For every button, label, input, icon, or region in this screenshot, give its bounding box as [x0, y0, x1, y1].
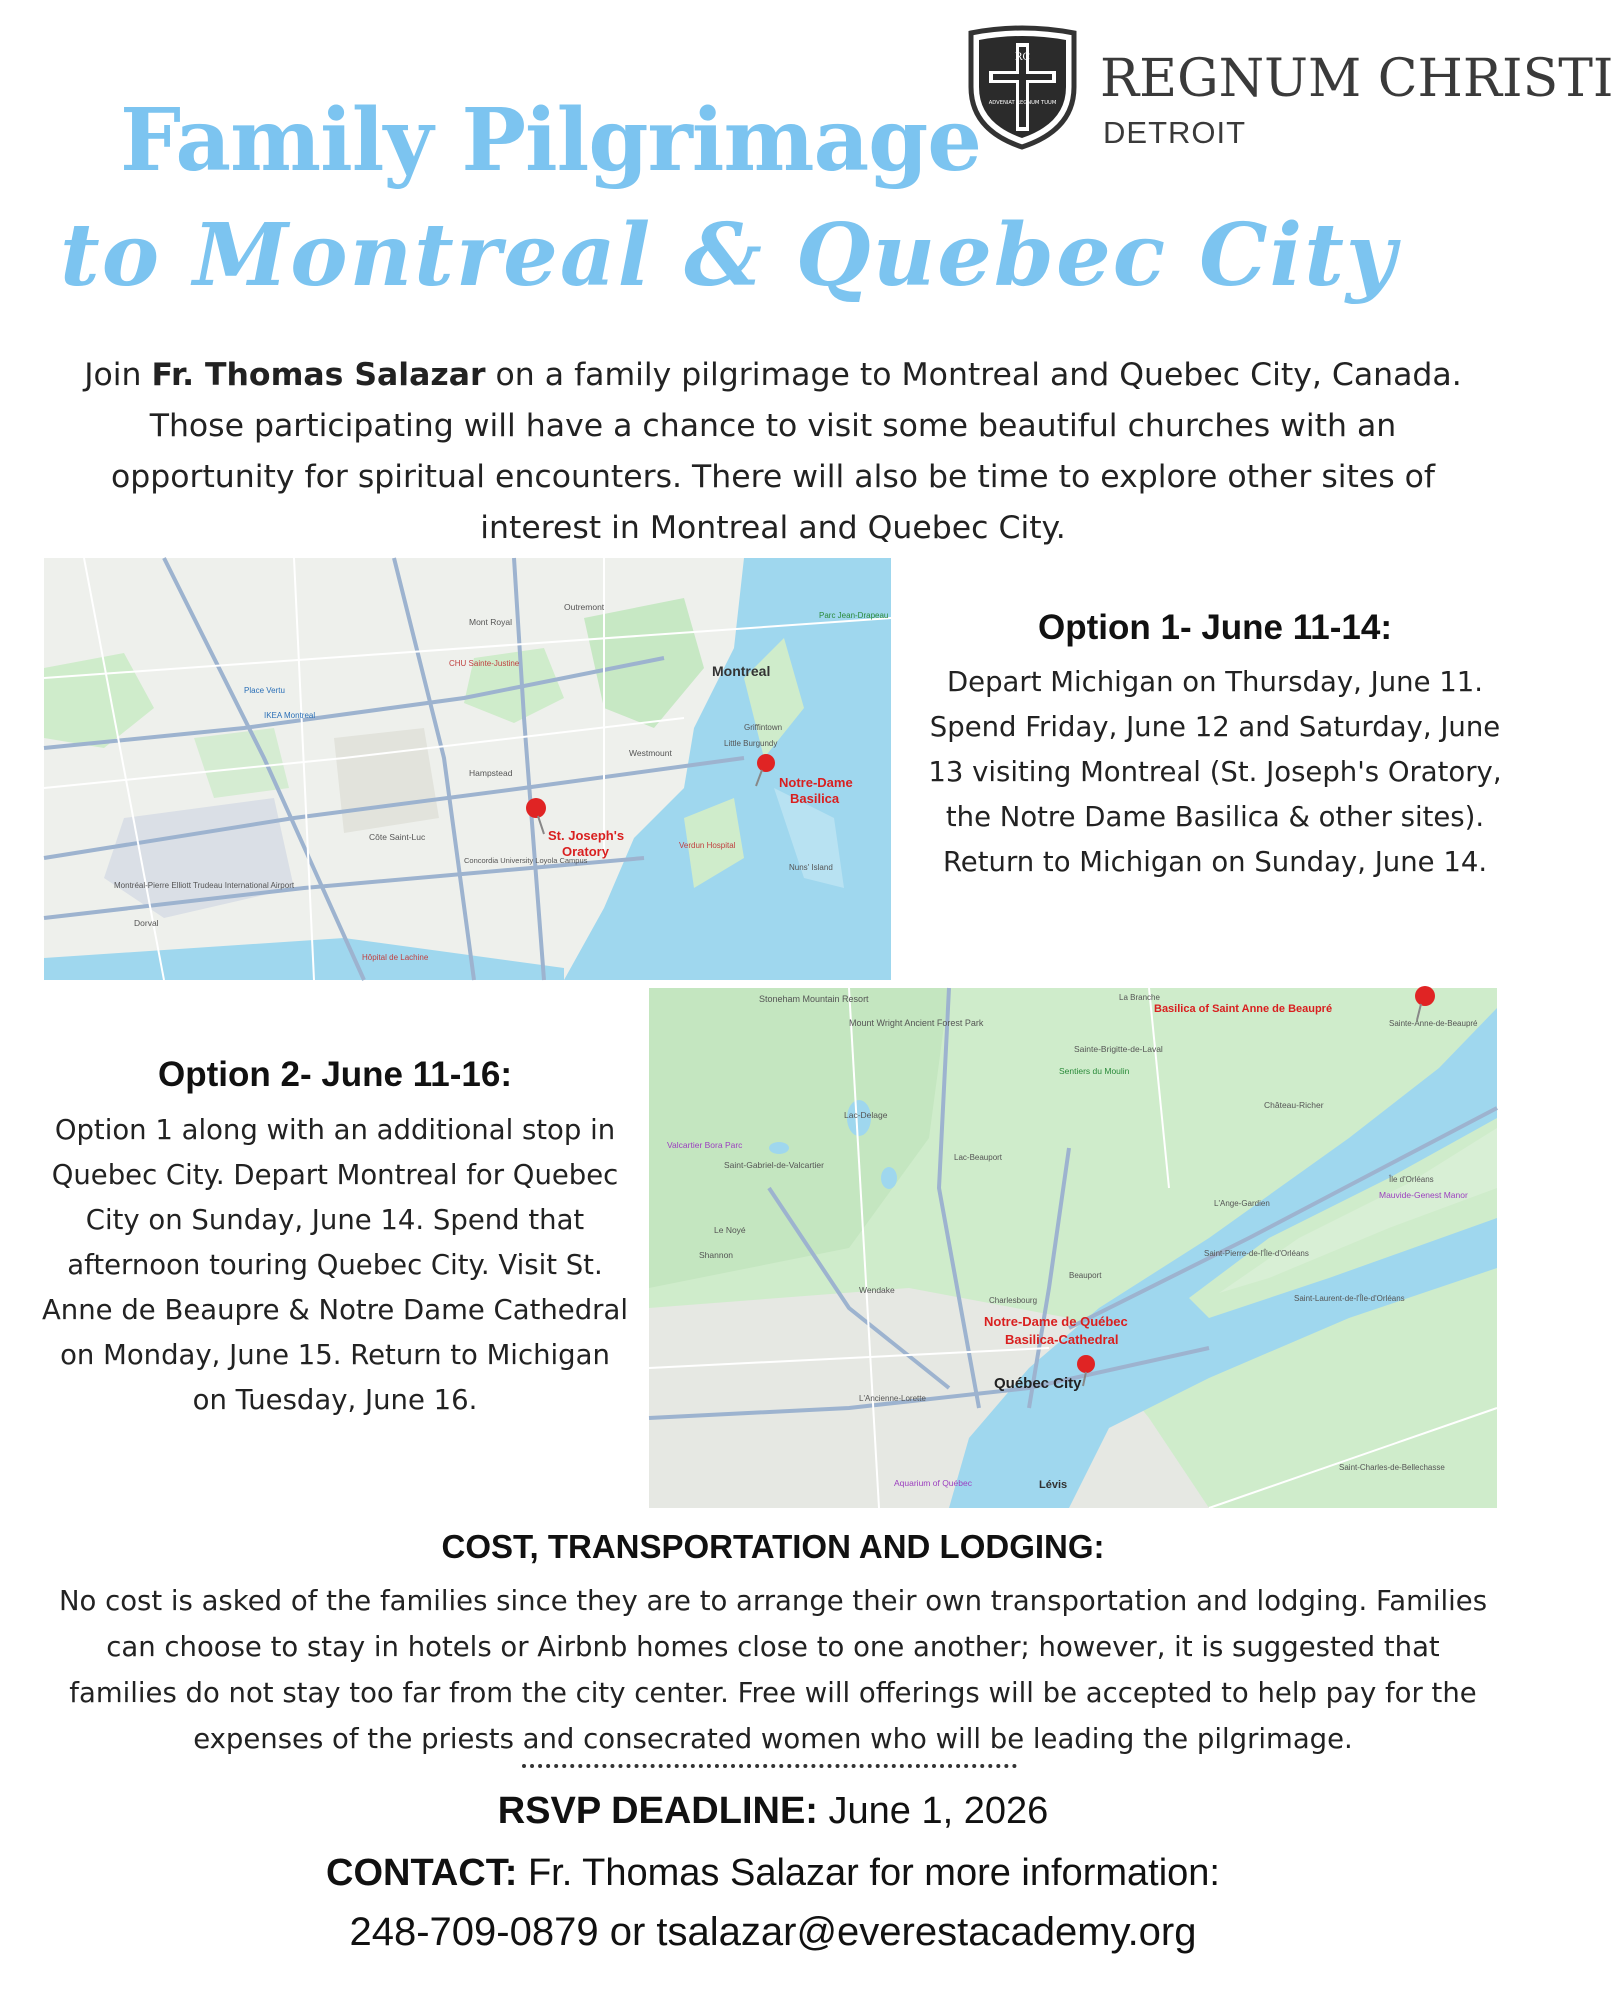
map1-place: Griffintown	[744, 723, 783, 732]
map2-place: Wendake	[859, 1285, 895, 1295]
org-location: DETROIT	[1103, 115, 1247, 150]
st-josephs-oratory-label: St. Joseph's	[548, 828, 625, 843]
map1-place: CHU Sainte-Justine	[449, 659, 520, 668]
map1-place: Verdun Hospital	[679, 841, 736, 850]
montreal-map	[44, 558, 891, 980]
contact-line	[0, 1852, 1546, 1895]
map1-place: IKEA Montreal	[264, 711, 316, 720]
notre-dame-de-quebec-label-2: Basilica-Cathedral	[1005, 1332, 1119, 1347]
map2-place: Lévis	[1039, 1479, 1068, 1491]
map2-place: Stoneham Mountain Resort	[759, 994, 869, 1004]
cost-description: No cost is asked of the families since they are to arrange their own transportation and lodging. Families can choose to stay in hotels or Airbnb homes close to one another; however, it is suggested that families do not stay too far from the city center. Free will offerings will be accepted to help pay for the expenses of the priests and consecrated women who will be leading the pilgrimage.	[58, 1585, 1488, 1755]
map1-place: Outremont	[564, 602, 605, 612]
rsvp-date: June 1, 2026	[817, 1790, 1049, 1832]
map2-place: Lac-Delage	[844, 1110, 888, 1120]
contact-details[interactable]: 248-709-0879 or tsalazar@everestacademy.org	[349, 1910, 1197, 1954]
map2-place: Sainte-Anne-de-Beaupré	[1389, 1019, 1478, 1028]
title-line-1: Family Pilgrimage	[120, 90, 982, 191]
contact-text: Fr. Thomas Salazar for more information:	[517, 1852, 1220, 1894]
title-line-2: to Montreal & Quebec City	[60, 205, 1398, 306]
intro-before: Join	[84, 357, 152, 393]
map2-place: Shannon	[699, 1250, 734, 1260]
map1-city-label: Montreal	[712, 663, 771, 679]
option-2-heading: Option 2- June 11-16:	[158, 1055, 512, 1094]
map2-place: Mount Wright Ancient Forest Park	[849, 1018, 984, 1028]
map1-place: Dorval	[134, 918, 159, 928]
map2-place: Lac-Beauport	[954, 1153, 1003, 1162]
notre-dame-basilica-label: Notre-Dame	[779, 775, 853, 790]
map1-place: Concordia University Loyola Campus	[464, 856, 588, 865]
org-name: REGNUM CHRISTI	[1100, 49, 1613, 109]
map2-place: L'Ange-Gardien	[1214, 1199, 1270, 1208]
map1-place: Hampstead	[469, 768, 513, 778]
contact-label: CONTACT:	[326, 1852, 518, 1894]
quebec-city-map	[649, 988, 1497, 1508]
intro-after: on a family pilgrimage to Montreal and Quebec City, Canada. Those participating will have a chance to visit some beautiful churches with an opportunity for spiritual encounters. There will also be time to explore other sites of interest in Montreal and Quebec City.	[110, 357, 1462, 546]
map1-place: Montréal-Pierre Elliott Trudeau International Airport	[114, 881, 295, 890]
map2-place: L'Ancienne-Lorette	[859, 1394, 926, 1403]
option-1-heading: Option 1- June 11-14:	[1038, 608, 1392, 647]
map2-place: Beauport	[1069, 1271, 1102, 1280]
map1-place: Mont Royal	[469, 617, 512, 627]
option-1-description: Depart Michigan on Thursday, June 11. Spend Friday, June 12 and Saturday, June 13 visiting Montreal (St. Joseph's Oratory, the Notre Dame Basilica & other sites). Return to Michigan on Sunday, June 14.	[928, 666, 1502, 878]
map2-place: Saint-Charles-de-Bellechasse	[1339, 1463, 1445, 1472]
map2-place: Aquarium of Québec	[894, 1478, 972, 1488]
map2-place: Saint-Gabriel-de-Valcartier	[724, 1160, 824, 1170]
intro-leader-name: Fr. Thomas Salazar	[151, 357, 486, 393]
notre-dame-de-quebec-label: Notre-Dame de Québec	[984, 1314, 1128, 1329]
crest-monogram: RC	[1014, 52, 1031, 63]
map2-place: Saint-Pierre-de-l'Île-d'Orléans	[1204, 1249, 1309, 1258]
map1-place: Côte Saint-Luc	[369, 832, 426, 842]
map2-place: Sainte-Brigitte-de-Laval	[1074, 1044, 1163, 1054]
crest-motto: ADVENIAT REGNUM TUUM	[988, 100, 1057, 106]
map1-place: Place Vertu	[244, 686, 285, 695]
map2-place: Charlesbourg	[989, 1296, 1038, 1305]
map2-place: Saint-Laurent-de-l'Île-d'Orléans	[1294, 1294, 1405, 1303]
map1-place: Westmount	[629, 748, 672, 758]
map1-place: Parc Jean-Drapeau	[819, 611, 889, 620]
option-2-description: Option 1 along with an additional stop in Quebec City. Depart Montreal for Quebec City on Sunday, June 14. Spend that afternoon touring Quebec City. Visit St. Anne de Beaupre & Notre Dame Cathedral on Monday, June 15. Return to Michigan on Tuesday, June 16.	[42, 1114, 628, 1416]
saint-anne-basilica-label: Basilica of Saint Anne de Beaupré	[1154, 1003, 1333, 1015]
crest-icon	[965, 25, 1080, 150]
st-josephs-oratory-label-2: Oratory	[562, 844, 609, 859]
map2-place: Château-Richer	[1264, 1100, 1324, 1110]
regnum-christi-logo	[965, 25, 1613, 155]
map2-city-label: Québec City	[994, 1375, 1082, 1392]
map1-place: Nuns' Island	[789, 863, 833, 872]
notre-dame-basilica-label-2: Basilica	[790, 791, 840, 806]
map2-place: Île d'Orléans	[1389, 1175, 1434, 1184]
dotted-divider	[522, 1764, 1017, 1768]
rsvp-label: RSVP DEADLINE:	[497, 1790, 818, 1832]
map2-place: La Branche	[1119, 993, 1160, 1002]
map2-place: Le Noyé	[714, 1225, 746, 1235]
map2-place: Sentiers du Moulin	[1059, 1066, 1130, 1076]
cost-heading: COST, TRANSPORTATION AND LODGING:	[441, 1528, 1105, 1565]
map1-place: Little Burgundy	[724, 739, 778, 748]
intro-paragraph	[60, 350, 1486, 554]
map2-place: Valcartier Bora Parc	[667, 1140, 743, 1150]
map1-place: Hôpital de Lachine	[362, 953, 429, 962]
rsvp-line	[0, 1790, 1546, 1833]
map2-place: Mauvide-Genest Manor	[1379, 1190, 1468, 1200]
